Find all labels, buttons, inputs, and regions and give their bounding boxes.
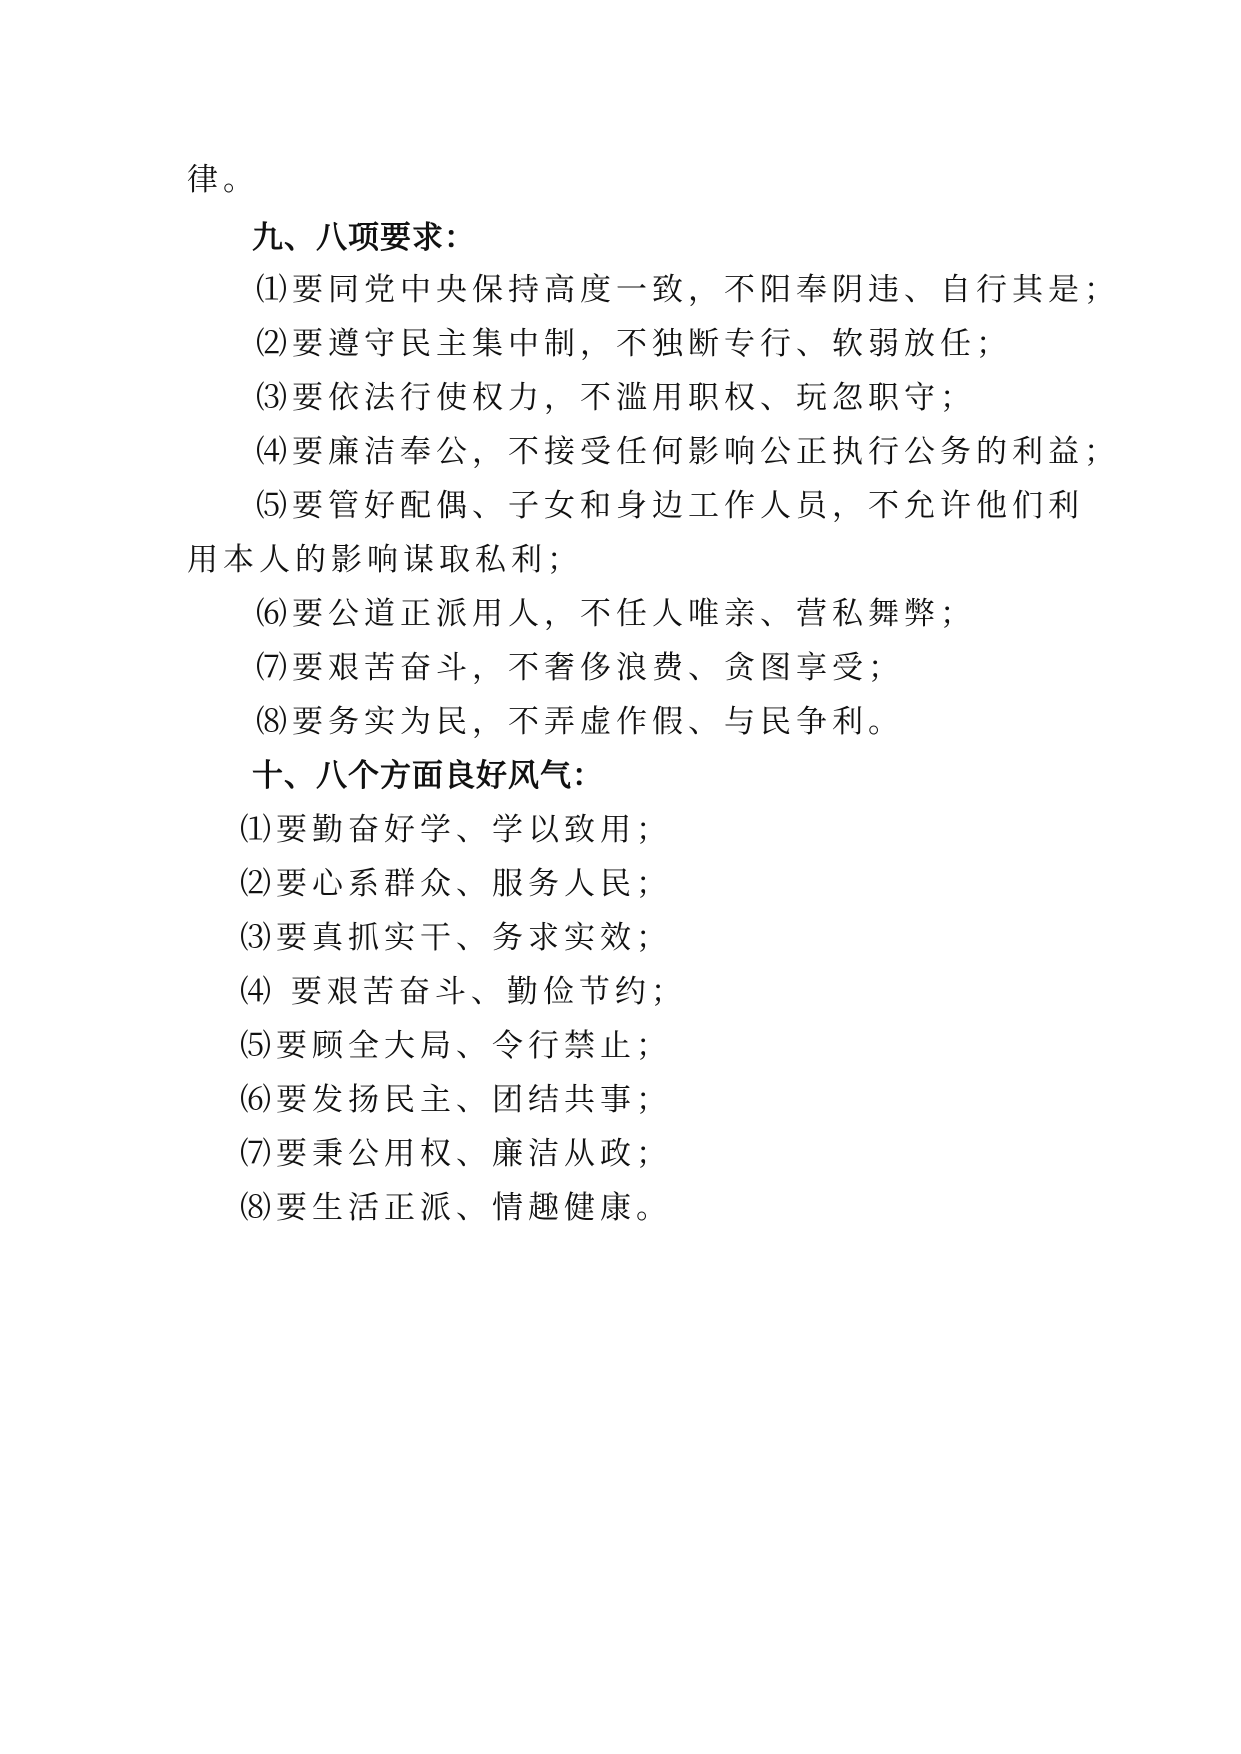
continuation-text: 律。 <box>187 162 259 198</box>
section-9-item-7: ⑺要艰苦奋斗，不奢侈浪费、贪图享受； <box>256 650 904 686</box>
section-10-heading: 十、八个方面良好风气： <box>252 758 604 794</box>
section-9-item-8: ⑻要务实为民，不弄虚作假、与民争利。 <box>256 704 904 740</box>
section-10-item-5: ⑸要顾全大局、令行禁止； <box>240 1028 672 1064</box>
section-9-item-1: ⑴要同党中央保持高度一致，不阳奉阴违、自行其是； <box>256 272 1120 308</box>
section-10-item-4: ⑷ 要艰苦奋斗、勤俭节约； <box>240 974 687 1010</box>
section-10-item-2: ⑵要心系群众、服务人民； <box>240 866 672 902</box>
section-9-item-3: ⑶要依法行使权力，不滥用职权、玩忽职守； <box>256 380 976 416</box>
section-9-heading: 九、八项要求： <box>252 220 476 256</box>
section-9-item-4: ⑷要廉洁奉公，不接受任何影响公正执行公务的利益； <box>256 434 1120 470</box>
section-9-item-6: ⑹要公道正派用人，不任人唯亲、营私舞弊； <box>256 596 976 632</box>
section-9-item-5: ⑸要管好配偶、子女和身边工作人员，不允许他们利 <box>256 488 1084 524</box>
section-10-item-6: ⑹要发扬民主、团结共事； <box>240 1082 672 1118</box>
section-9-item-5-continued: 用本人的影响谋取私利； <box>187 542 583 578</box>
section-10-item-3: ⑶要真抓实干、务求实效； <box>240 920 672 956</box>
section-10-item-1: ⑴要勤奋好学、学以致用； <box>240 812 672 848</box>
section-10-item-7: ⑺要秉公用权、廉洁从政； <box>240 1136 672 1172</box>
section-9-item-2: ⑵要遵守民主集中制，不独断专行、软弱放任； <box>256 326 1012 362</box>
section-10-item-8: ⑻要生活正派、情趣健康。 <box>240 1190 672 1226</box>
